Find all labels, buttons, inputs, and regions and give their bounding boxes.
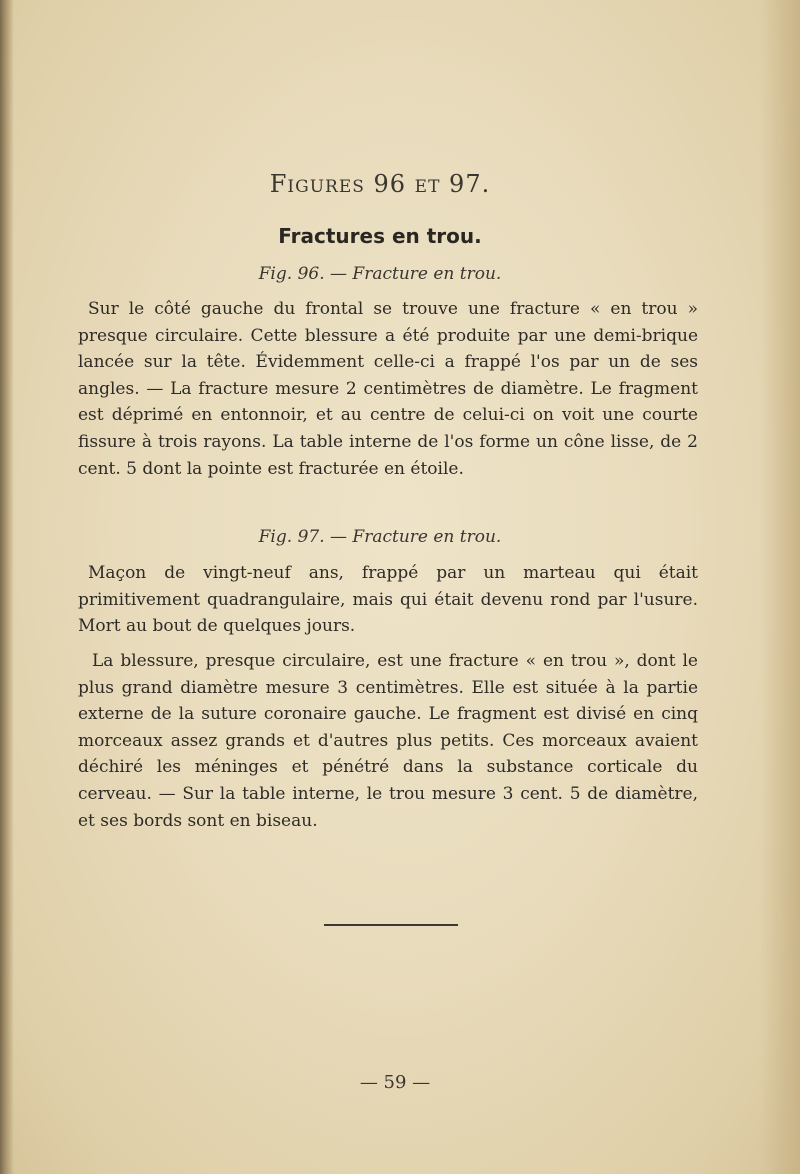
figure-96-paragraph: Sur le côté gauche du frontal se trouve une fracture « en trou » presque circulaire. Cette blessure a été produite par une demi-brique lancée sur la tête. Évidemment celle-ci a frappé l'os par un de ses angles. — La fracture mesure 2 centimètres de diamètre. Le fragment est déprimé en entonnoir, et au centre de celui-ci on voit une courte fissure à trois rayons. La table interne de l'os forme un cône lisse, de 2 cent. 5 dont la pointe est fracturée en étoile. xyxy=(78,299,698,479)
figure-97-paragraph-2: La blessure, presque circulaire, est une fracture « en trou », dont le plus grand diamètre mesure 3 centimètres. Elle est située à la partie externe de la suture coronaire gauche. Le fragment est divisé en cinq morceaux assez grands et d'autres plus petits. Ces morceaux avaient déchiré les méninges et pénétré dans la substance corticale du cerveau. — Sur la table interne, le trou mesure 3 cent. 5 de diamètre, et ses bords sont en biseau. xyxy=(78,651,698,831)
figure-96-caption xyxy=(0,264,760,284)
figure-96-label: Fig. 96. xyxy=(258,264,325,284)
page-number: — 59 — xyxy=(359,1072,431,1093)
figure-97-title: Fracture en trou. xyxy=(352,527,502,547)
section-heading: Figures 96 et 97. xyxy=(269,170,491,198)
end-rule xyxy=(324,924,458,926)
figure-97-paragraph-1: Maçon de vingt-neuf ans, frappé par un marteau qui était primitivement quadrangulaire, mais qui était devenu rond par l'usure. Mort au bout de quelques jours. xyxy=(78,563,698,637)
caption-separator: — xyxy=(324,527,353,547)
figure-96-title: Fracture en trou. xyxy=(352,264,502,284)
figure-97-caption xyxy=(0,527,760,547)
section-subheading: Fractures en trou. xyxy=(278,224,482,248)
page-edge-right xyxy=(760,0,800,1174)
caption-separator: — xyxy=(324,264,353,284)
figure-97-label: Fig. 97. xyxy=(258,527,325,547)
